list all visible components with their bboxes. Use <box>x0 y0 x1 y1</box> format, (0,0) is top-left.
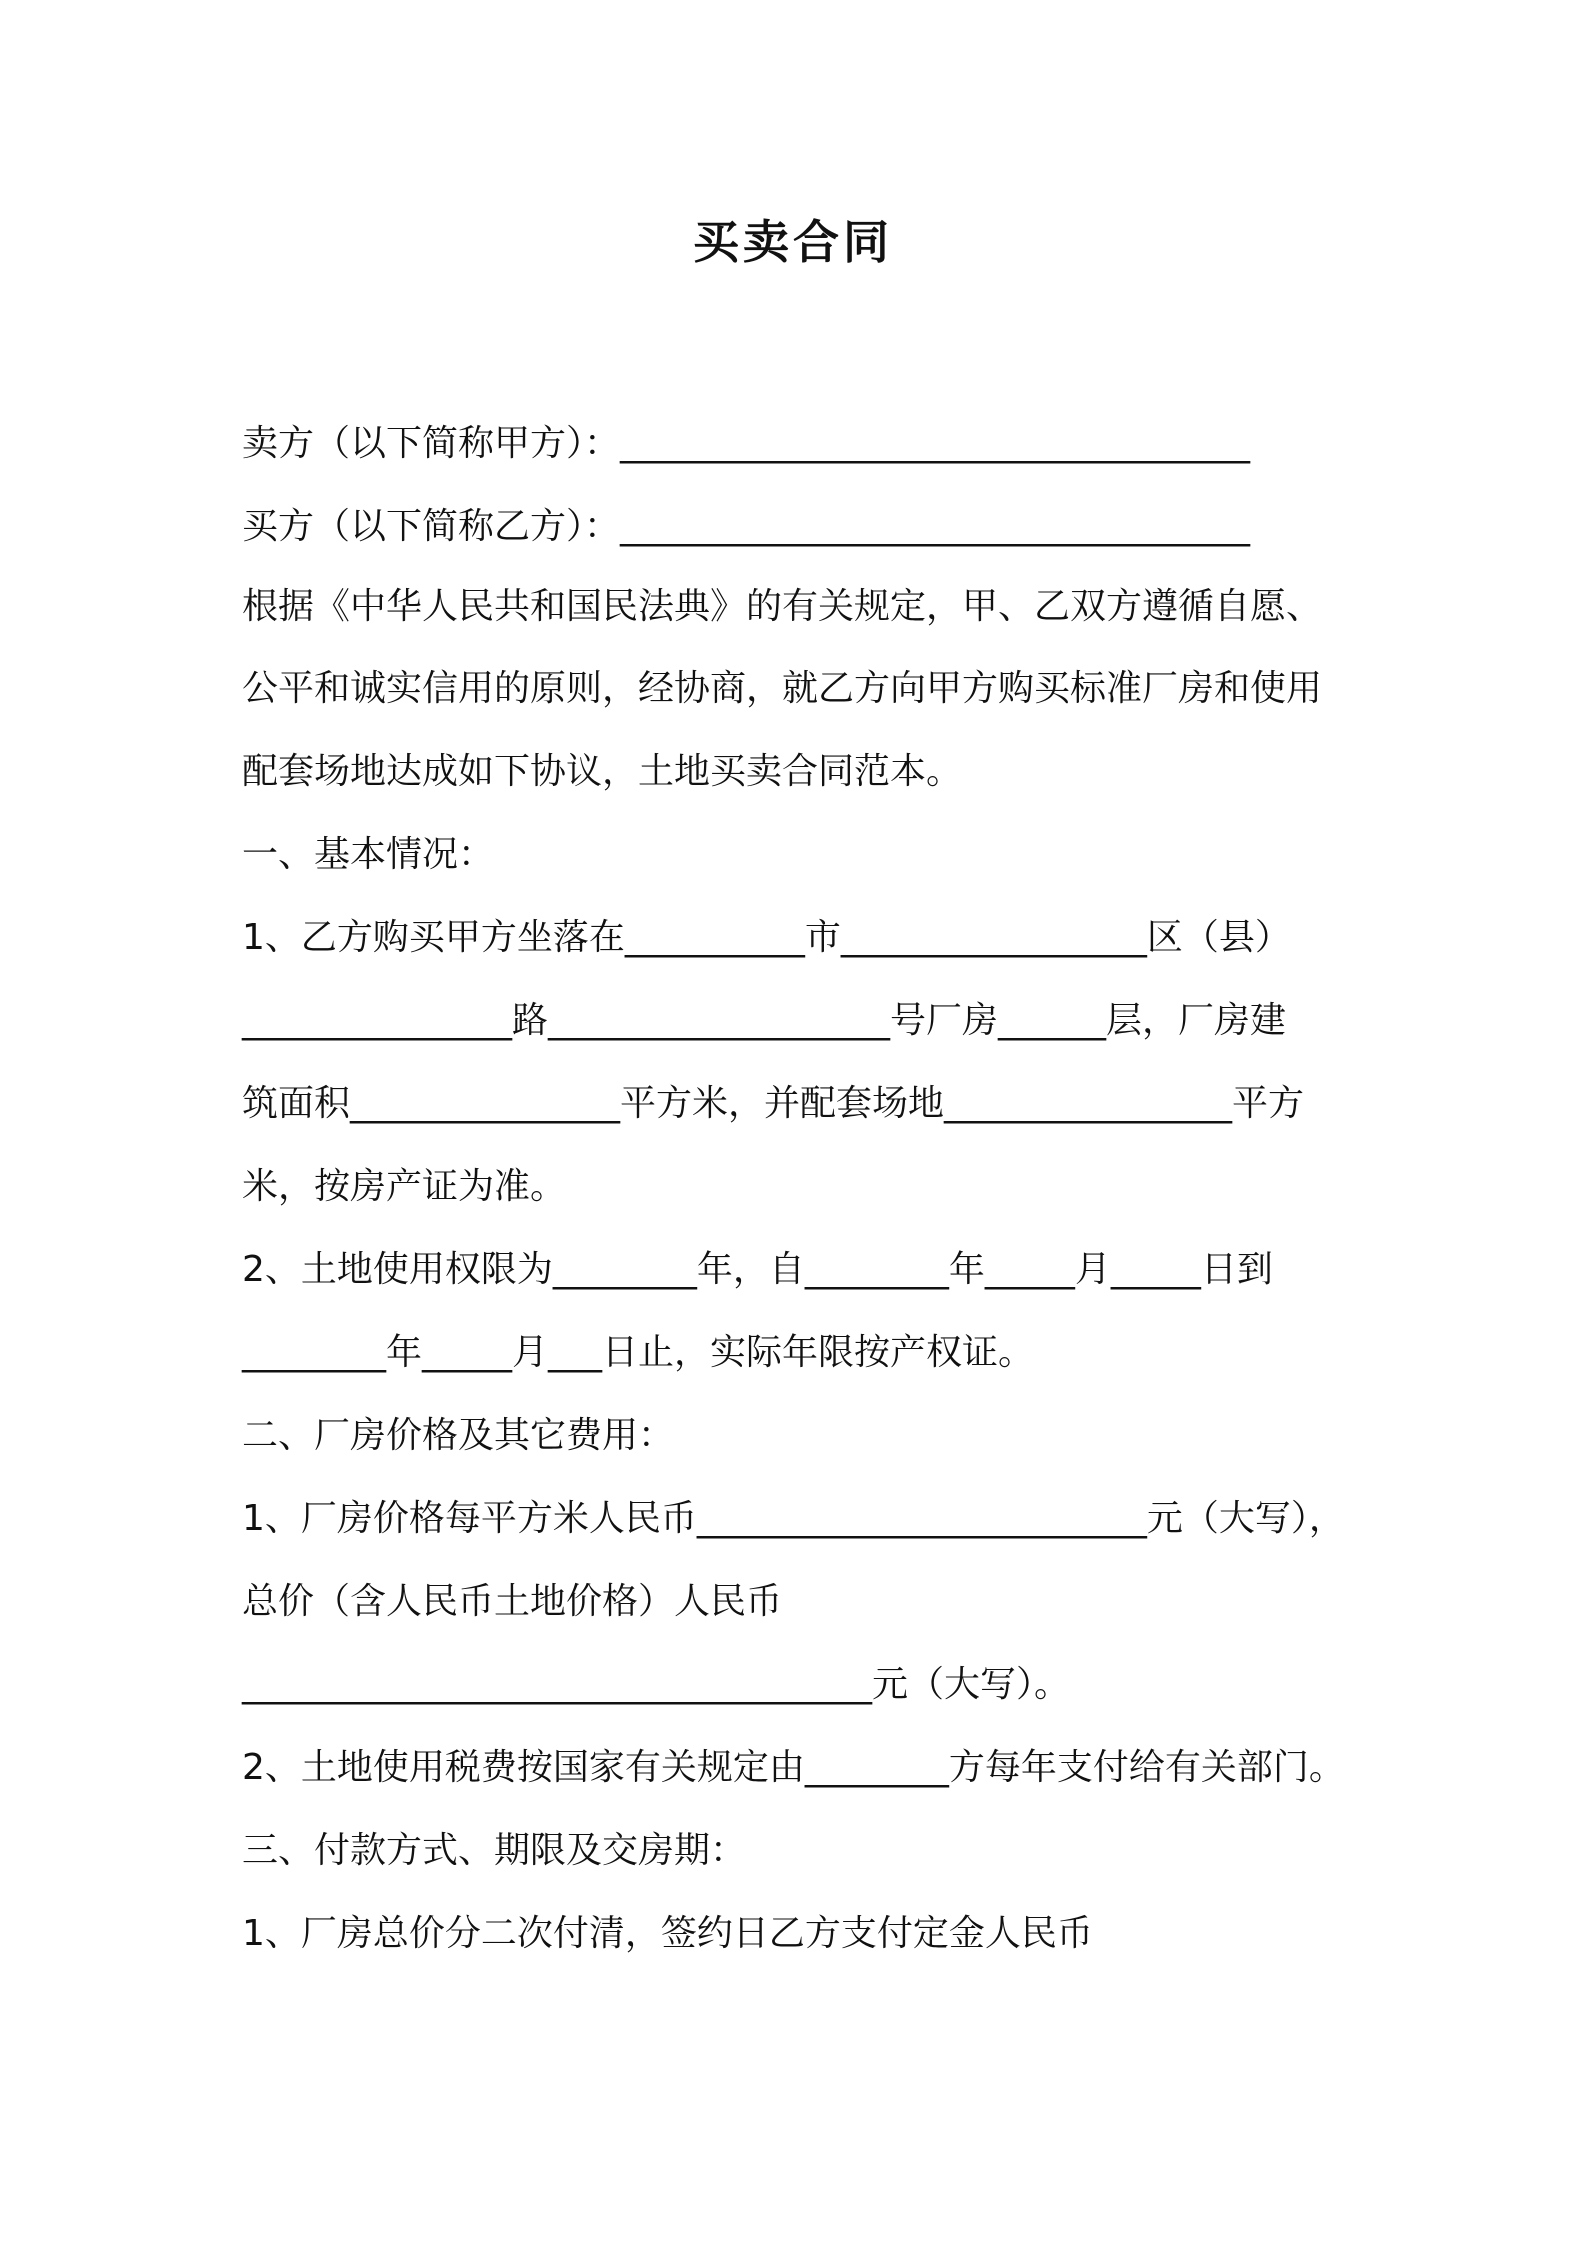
paragraph-line: ___________________________________元（大写）。 <box>242 1664 1071 1705</box>
buyer-line: 买方（以下简称乙方）：___________________________________ <box>242 506 1251 547</box>
paragraph-line: 1、厂房价格每平方米人民币_________________________元（大写）， <box>242 1498 1345 1539</box>
paragraph-line: 总价（含人民币土地价格）人民币 <box>242 1581 783 1622</box>
paragraph-line: 2、土地使用税费按国家有关规定由________方每年支付给有关部门。 <box>242 1747 1345 1788</box>
paragraph-line: 米，按房产证为准。 <box>242 1166 567 1207</box>
paragraph-line: 配套场地达成如下协议，土地买卖合同范本。 <box>242 751 963 792</box>
paragraph-line: ________年_____月___日止，实际年限按产权证。 <box>242 1332 1035 1373</box>
seller-line: 卖方（以下简称甲方）：___________________________________ <box>242 423 1251 464</box>
paragraph-line: 1、厂房总价分二次付清，签约日乙方支付定金人民币 <box>242 1913 1093 1954</box>
section-heading-basic: 一、基本情况： <box>242 834 495 875</box>
paragraph-line: 1、乙方购买甲方坐落在__________市_________________区（县） <box>242 917 1291 958</box>
paragraph-line: _______________路___________________号厂房______层，厂房建 <box>242 1000 1287 1041</box>
document-title: 买卖合同 <box>693 215 893 269</box>
paragraph-line: 根据《中华人民共和国民法典》的有关规定，甲、乙双方遵循自愿、 <box>242 586 1323 627</box>
paragraph-line: 公平和诚实信用的原则，经协商，就乙方向甲方购买标准厂房和使用 <box>242 668 1323 709</box>
section-heading-price: 二、厂房价格及其它费用： <box>242 1415 675 1456</box>
section-heading-payment: 三、付款方式、期限及交房期： <box>242 1830 747 1871</box>
paragraph-line: 筑面积_______________平方米，并配套场地________________平方 <box>242 1083 1305 1124</box>
paragraph-line: 2、土地使用权限为________年，自________年_____月_____日到 <box>242 1249 1273 1290</box>
